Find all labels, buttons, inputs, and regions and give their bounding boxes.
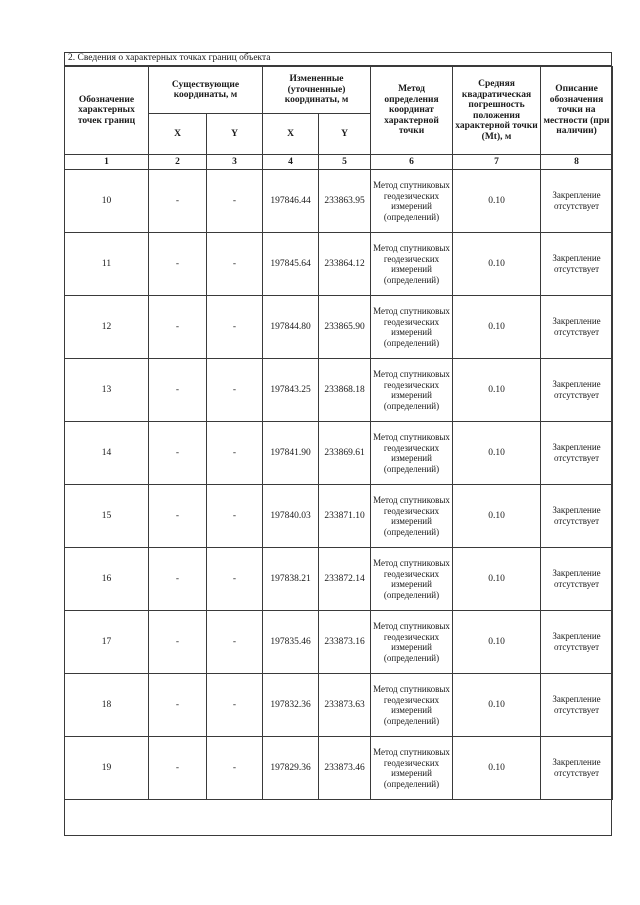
changed-y: 233864.12 [319,233,371,296]
point-number: 17 [65,611,149,674]
column-number: 7 [453,155,541,170]
description: Закрепление отсутствует [541,674,613,737]
column-number: 2 [149,155,207,170]
header-designation: Обозначение характерных точек границ [65,67,149,155]
point-number: 11 [65,233,149,296]
error: 0.10 [453,548,541,611]
column-number: 8 [541,155,613,170]
method: Метод спутниковых геодезических измерений (определений) [371,296,453,359]
changed-x: 197841.90 [263,422,319,485]
method: Метод спутниковых геодезических измерений (определений) [371,233,453,296]
method: Метод спутниковых геодезических измерений (определений) [371,170,453,233]
existing-x: - [149,548,207,611]
error: 0.10 [453,359,541,422]
existing-x: - [149,674,207,737]
point-number: 19 [65,737,149,800]
description: Закрепление отсутствует [541,611,613,674]
point-number: 14 [65,422,149,485]
description: Закрепление отсутствует [541,170,613,233]
header-error: Средняя квадратическая погрешность положения характерной точки (Mt), м [453,67,541,155]
changed-x: 197838.21 [263,548,319,611]
table-row [65,485,613,548]
existing-y: - [207,422,263,485]
header-method: Метод определения координат характерной точки [371,67,453,155]
section-title: 2. Сведения о характерных точках границ объекта [64,52,612,66]
changed-x: 197844.80 [263,296,319,359]
column-number: 6 [371,155,453,170]
header-description: Описание обозначения точки на местности (при наличии) [541,67,613,155]
method: Метод спутниковых геодезических измерений (определений) [371,359,453,422]
description: Закрепление отсутствует [541,548,613,611]
existing-y: - [207,548,263,611]
changed-x: 197829.36 [263,737,319,800]
method: Метод спутниковых геодезических измерений (определений) [371,485,453,548]
existing-y: - [207,170,263,233]
table-row [65,170,613,233]
method: Метод спутниковых геодезических измерений (определений) [371,611,453,674]
existing-y: - [207,674,263,737]
changed-x: 197843.25 [263,359,319,422]
existing-x: - [149,422,207,485]
header-changed-x: X [263,114,319,155]
boundary-points-table [64,66,613,800]
existing-x: - [149,611,207,674]
table-row [65,737,613,800]
changed-x: 197835.46 [263,611,319,674]
column-number: 5 [319,155,371,170]
error: 0.10 [453,485,541,548]
description: Закрепление отсутствует [541,485,613,548]
existing-x: - [149,737,207,800]
changed-x: 197832.36 [263,674,319,737]
error: 0.10 [453,674,541,737]
changed-x: 197846.44 [263,170,319,233]
method: Метод спутниковых геодезических измерений (определений) [371,548,453,611]
point-number: 18 [65,674,149,737]
existing-y: - [207,737,263,800]
changed-y: 233868.18 [319,359,371,422]
existing-y: - [207,359,263,422]
existing-y: - [207,233,263,296]
existing-x: - [149,233,207,296]
column-number: 4 [263,155,319,170]
table-row [65,233,613,296]
description: Закрепление отсутствует [541,737,613,800]
error: 0.10 [453,233,541,296]
point-number: 15 [65,485,149,548]
existing-y: - [207,296,263,359]
changed-y: 233873.46 [319,737,371,800]
point-number: 12 [65,296,149,359]
existing-x: - [149,170,207,233]
header-existing-y: Y [207,114,263,155]
changed-y: 233871.10 [319,485,371,548]
existing-y: - [207,485,263,548]
table-row [65,296,613,359]
point-number: 10 [65,170,149,233]
existing-y: - [207,611,263,674]
existing-x: - [149,359,207,422]
description: Закрепление отсутствует [541,296,613,359]
description: Закрепление отсутствует [541,422,613,485]
method: Метод спутниковых геодезических измерений (определений) [371,422,453,485]
point-number: 16 [65,548,149,611]
error: 0.10 [453,737,541,800]
table-row [65,548,613,611]
changed-y: 233873.63 [319,674,371,737]
changed-x: 197840.03 [263,485,319,548]
existing-x: - [149,485,207,548]
changed-y: 233863.95 [319,170,371,233]
header-existing-x: X [149,114,207,155]
changed-y: 233865.90 [319,296,371,359]
table-row [65,674,613,737]
description: Закрепление отсутствует [541,359,613,422]
error: 0.10 [453,422,541,485]
point-number: 13 [65,359,149,422]
method: Метод спутниковых геодезических измерений (определений) [371,674,453,737]
changed-y: 233873.16 [319,611,371,674]
changed-y: 233869.61 [319,422,371,485]
error: 0.10 [453,611,541,674]
changed-x: 197845.64 [263,233,319,296]
table-row [65,422,613,485]
error: 0.10 [453,170,541,233]
column-number: 1 [65,155,149,170]
error: 0.10 [453,296,541,359]
existing-x: - [149,296,207,359]
method: Метод спутниковых геодезических измерений (определений) [371,737,453,800]
header-changed-y: Y [319,114,371,155]
header-existing-coordinates: Существующие координаты, м [149,67,263,114]
table-row [65,611,613,674]
changed-y: 233872.14 [319,548,371,611]
column-number: 3 [207,155,263,170]
table-row [65,359,613,422]
header-changed-coordinates: Измененные (уточненные) координаты, м [263,67,371,114]
description: Закрепление отсутствует [541,233,613,296]
